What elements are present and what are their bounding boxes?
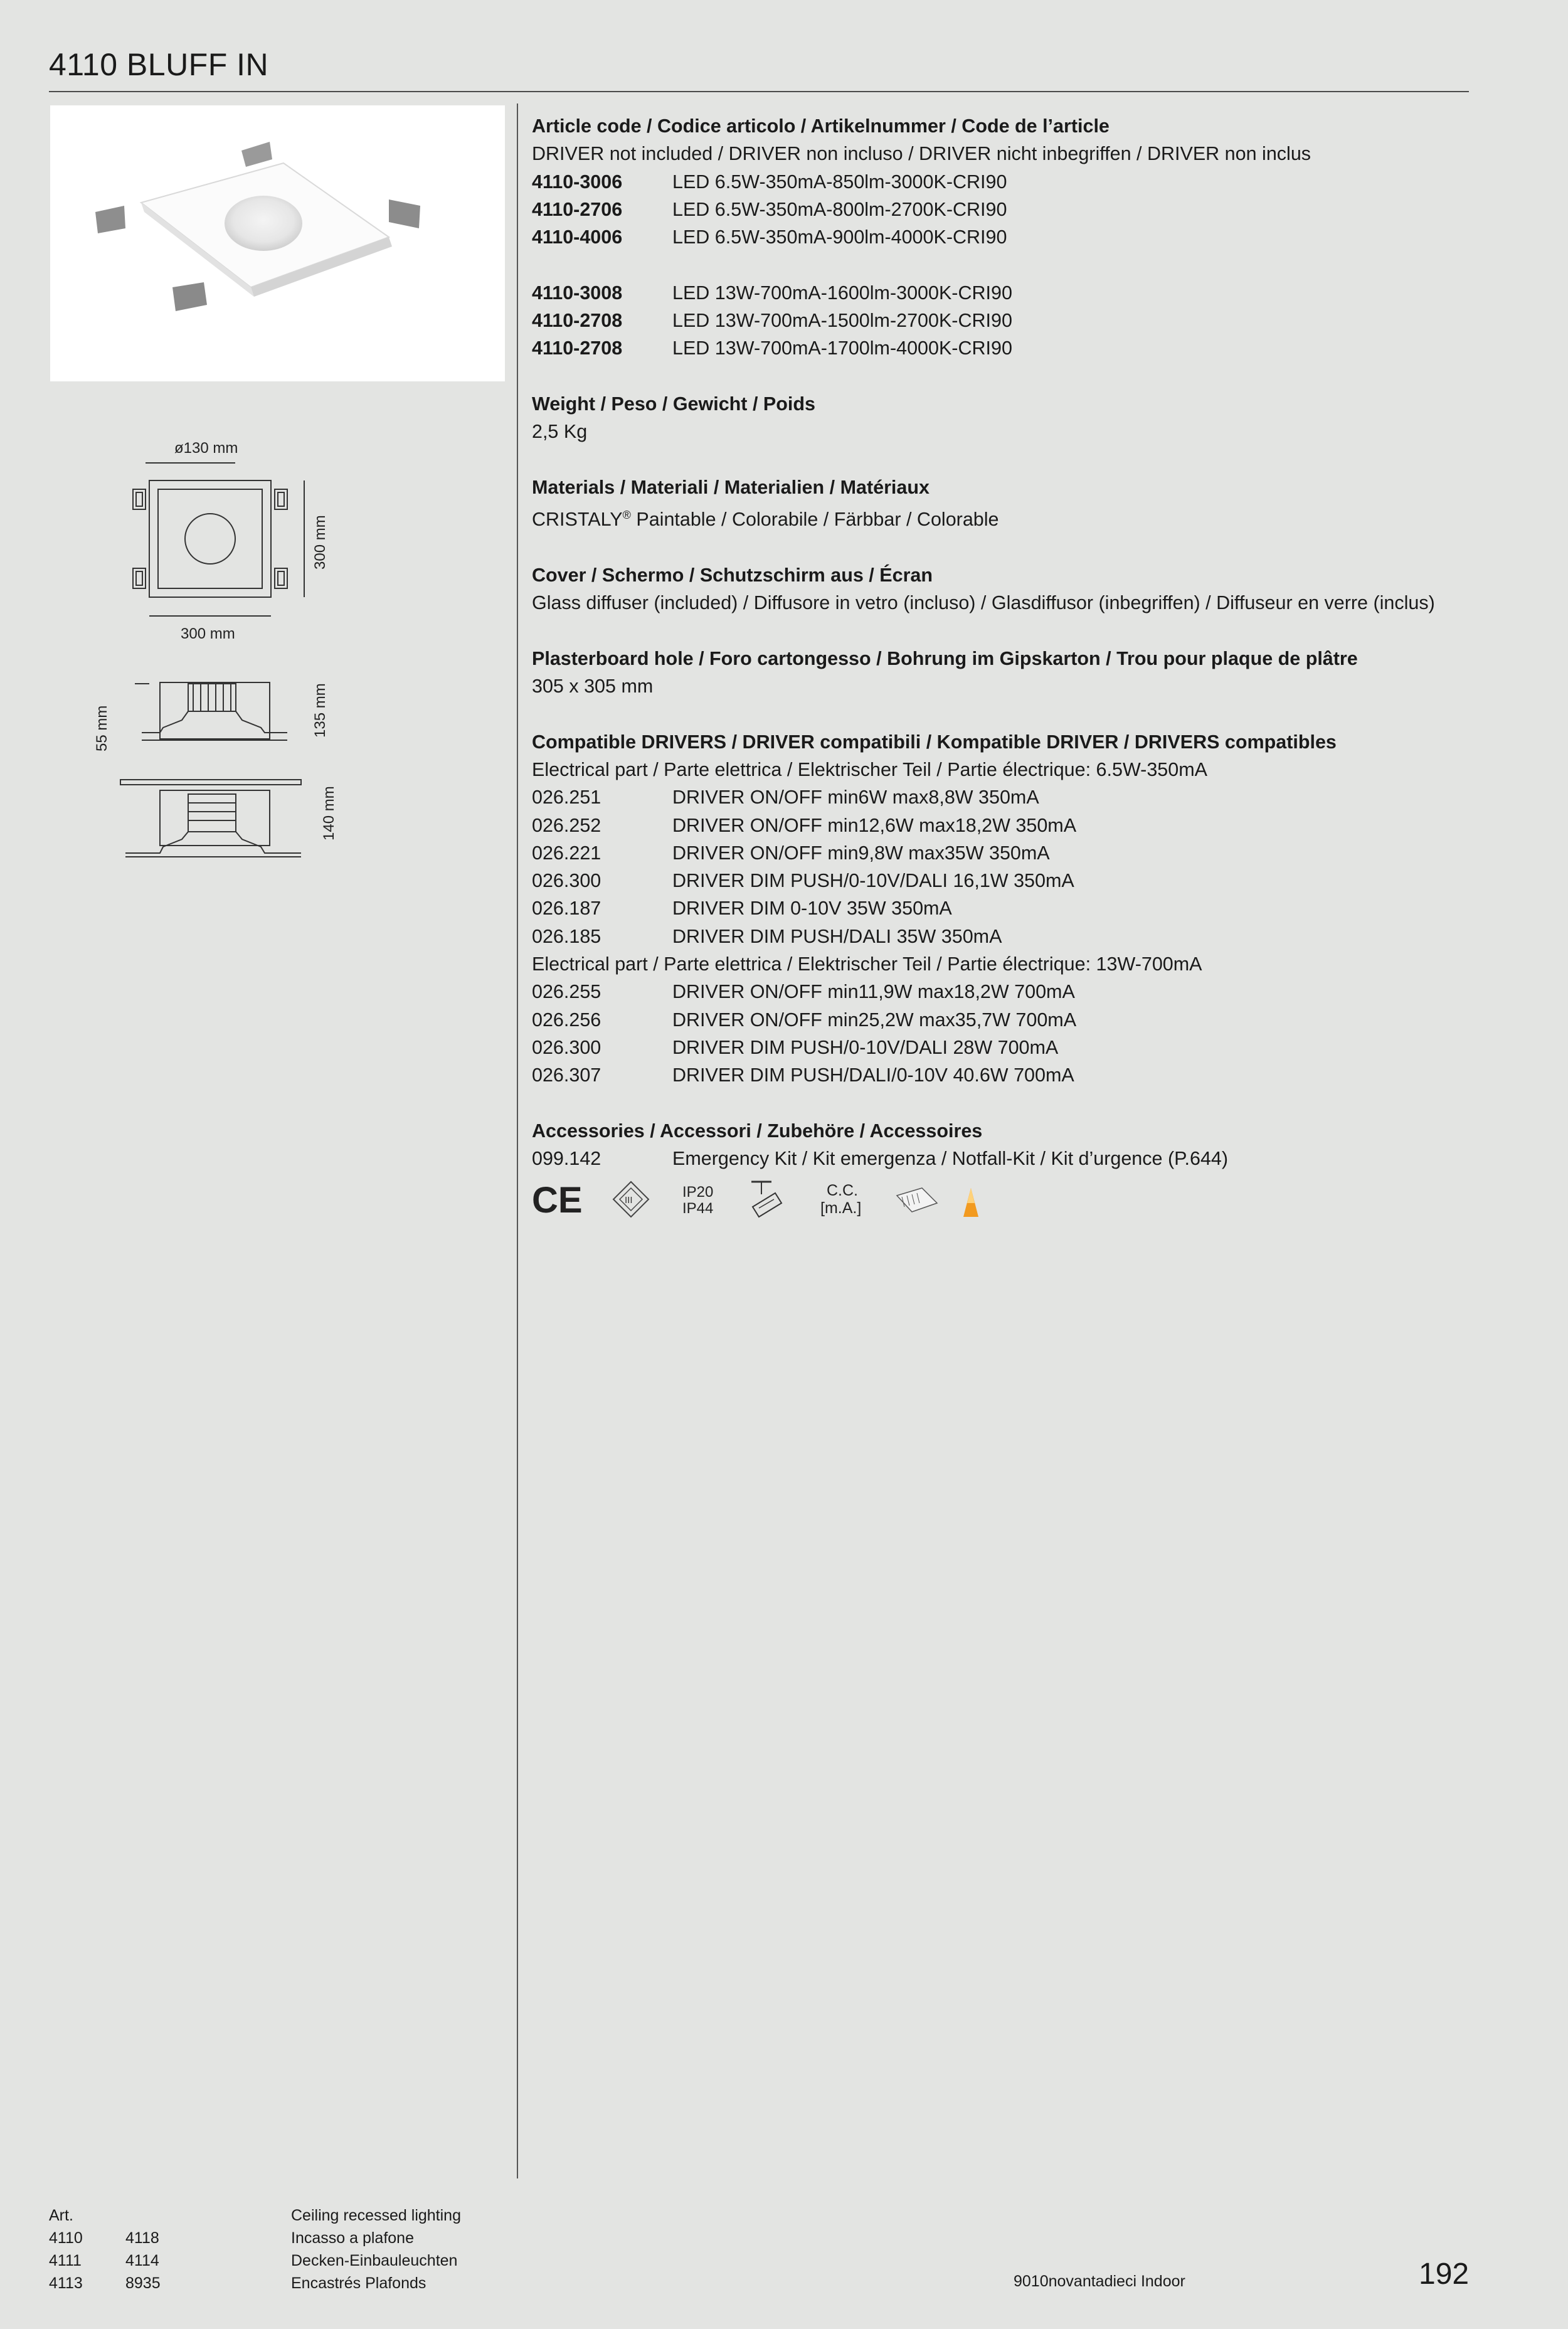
svg-text:IP20: IP20 — [682, 1184, 714, 1201]
svg-text:IP44: IP44 — [682, 1200, 714, 1217]
driver-row: 026.300 DRIVER DIM PUSH/0-10V/DALI 28W 700mA — [532, 1036, 1059, 1058]
specifications — [532, 112, 1460, 1172]
dim-side-left: 55 mm — [93, 705, 110, 751]
article-row: 4110-2708 LED 13W-700mA-1700lm-4000K-CRI90 — [532, 337, 1012, 359]
page-number: 192 — [1419, 2257, 1470, 2291]
drivers-group-label: Electrical part / Parte elettrica / Elektrischer Teil / Partie électrique: 6.5W-350mA — [532, 758, 1207, 780]
category-line: Incasso a plafone — [291, 2229, 414, 2247]
drivers-group-label: Electrical part / Parte elettrica / Elektrischer Teil / Partie électrique: 13W-700mA — [532, 953, 1202, 975]
category-line: Decken-Einbauleuchten — [291, 2252, 458, 2269]
footer-art-row: 4110 4118 — [49, 2229, 159, 2247]
footer-category — [291, 2204, 461, 2295]
column-divider — [517, 103, 518, 2178]
article-row: 4110-2706 LED 6.5W-350mA-800lm-2700K-CRI90 — [532, 198, 1007, 220]
driver-row: 026.252 DRIVER ON/OFF min12,6W max18,2W 350mA — [532, 814, 1077, 836]
driver-row: 026.307 DRIVER DIM PUSH/DALI/0-10V 40.6W 700mA — [532, 1064, 1074, 1086]
svg-text:CE: CE — [532, 1180, 583, 1221]
class-iii-icon — [613, 1182, 649, 1217]
dim-side-right: 135 mm — [312, 683, 329, 738]
category-line: Ceiling recessed lighting — [291, 2207, 461, 2224]
plasterboard-heading: Plasterboard hole / Foro cartongesso / Bohrung im Gipskarton / Trou pour plaque de plâtre — [532, 647, 1358, 669]
technical-drawings — [88, 433, 351, 859]
footer-article-list — [49, 2204, 202, 2295]
article-row: 4110-3008 LED 13W-700mA-1600lm-3000K-CRI90 — [532, 282, 1012, 304]
materials-value: CRISTALY® Paintable / Colorabile / Färbbar / Colorable — [532, 509, 999, 531]
weight-heading: Weight / Peso / Gewicht / Poids — [532, 393, 815, 415]
footer-art-row: 4113 8935 — [49, 2274, 161, 2292]
dim-bottom-right: 140 mm — [320, 786, 337, 841]
dim-width: 300 mm — [181, 625, 235, 642]
driver-row: 026.255 DRIVER ON/OFF min11,9W max18,2W 700mA — [532, 981, 1075, 1003]
title-divider — [49, 91, 1469, 92]
article-row: 4110-2708 LED 13W-700mA-1500lm-2700K-CRI90 — [532, 310, 1012, 332]
driver-row: 026.221 DRIVER ON/OFF min9,8W max35W 350mA — [532, 842, 1050, 864]
ip-rating-icon — [682, 1184, 713, 1217]
product-photo — [50, 105, 505, 381]
materials-heading: Materials / Materiali / Materialien / Matériaux — [532, 476, 930, 498]
article-note: DRIVER not included / DRIVER non incluso / DRIVER nicht inbegriffen / DRIVER non inclus — [532, 143, 1311, 165]
article-heading: Article code / Codice articolo / Artikelnummer / Code de l’article — [532, 115, 1110, 137]
page-title: 4110 BLUFF IN — [49, 47, 269, 82]
paintable-plaster-icon — [897, 1188, 937, 1212]
certification-icons — [532, 1178, 983, 1222]
driver-row: 026.187 DRIVER DIM 0-10V 35W 350mA — [532, 898, 952, 920]
dim-height: 300 mm — [312, 515, 329, 570]
accessory-row: 099.142 Emergency Kit / Kit emergenza / Notfall-Kit / Kit d’urgence (P.644) — [532, 1148, 1229, 1170]
driver-row: 026.300 DRIVER DIM PUSH/0-10V/DALI 16,1W 350mA — [532, 870, 1074, 892]
driver-row: 026.185 DRIVER DIM PUSH/DALI 35W 350mA — [532, 925, 1002, 947]
drivers-heading: Compatible DRIVERS / DRIVER compatibili / Kompatible DRIVER / DRIVERS compatibles — [532, 731, 1337, 753]
cover-heading: Cover / Schermo / Schutzschirm aus / Écran — [532, 564, 933, 586]
svg-text:C.C.: C.C. — [827, 1182, 858, 1199]
driver-row: 026.256 DRIVER ON/OFF min25,2W max35,7W 700mA — [532, 1009, 1077, 1031]
footer-brand: 9010novantadieci Indoor — [1014, 2273, 1185, 2290]
footer-art-row: 4111 4114 — [49, 2252, 159, 2269]
accessories-heading: Accessories / Accessori / Zubehöre / Accessoires — [532, 1120, 983, 1142]
ce-mark-icon — [532, 1180, 583, 1221]
svg-text:[m.A.]: [m.A.] — [820, 1199, 862, 1217]
footer-art-label: Art. — [49, 2207, 73, 2224]
led-light-icon — [963, 1188, 978, 1217]
constant-current-icon — [820, 1182, 861, 1217]
dim-diameter: ø130 mm — [174, 440, 238, 457]
driver-remote-icon — [751, 1182, 781, 1217]
article-row: 4110-4006 LED 6.5W-350mA-900lm-4000K-CRI90 — [532, 226, 1007, 248]
cover-value: Glass diffuser (included) / Diffusore in vetro (incluso) / Glasdiffusor (inbegriffen) / Diffuseur en verre (inclus) — [532, 592, 1435, 614]
plasterboard-value: 305 x 305 mm — [532, 676, 654, 698]
driver-row: 026.251 DRIVER ON/OFF min6W max8,8W 350mA — [532, 787, 1039, 809]
weight-value: 2,5 Kg — [532, 421, 588, 443]
svg-text:III: III — [625, 1195, 633, 1206]
article-row: 4110-3006 LED 6.5W-350mA-850lm-3000K-CRI90 — [532, 171, 1007, 193]
category-line: Encastrés Plafonds — [291, 2274, 426, 2292]
